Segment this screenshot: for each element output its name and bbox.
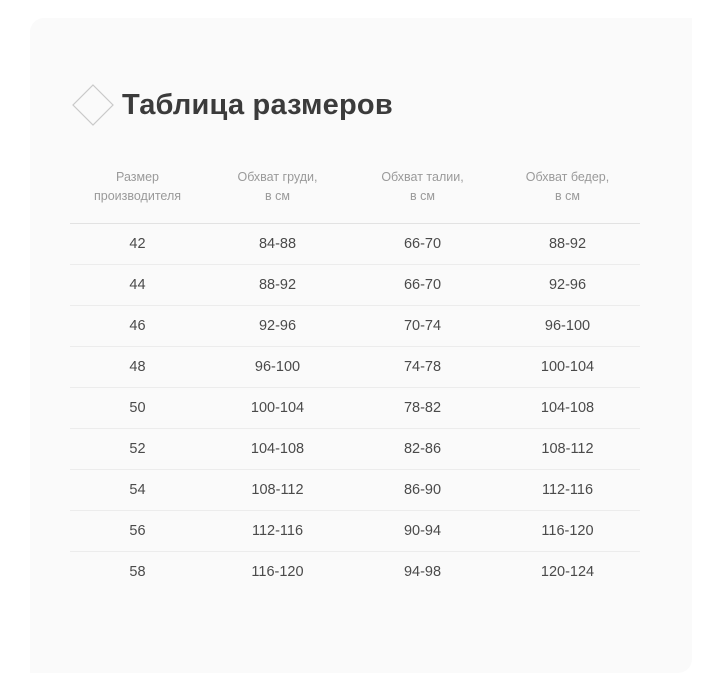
table-row bbox=[70, 223, 640, 264]
column-header-waist-line1: Обхват талии, bbox=[381, 170, 464, 184]
table-row bbox=[70, 264, 640, 305]
table-header-row bbox=[70, 168, 640, 223]
cell-chest: 96-100 bbox=[205, 346, 350, 387]
cell-chest: 100-104 bbox=[205, 387, 350, 428]
cell-size: 44 bbox=[70, 264, 205, 305]
table-row bbox=[70, 346, 640, 387]
cell-hips: 96-100 bbox=[495, 305, 640, 346]
column-header-chest bbox=[205, 168, 350, 223]
cell-size: 48 bbox=[70, 346, 205, 387]
cell-hips: 100-104 bbox=[495, 346, 640, 387]
cell-waist: 82-86 bbox=[350, 428, 495, 469]
cell-waist: 66-70 bbox=[350, 223, 495, 264]
cell-chest: 104-108 bbox=[205, 428, 350, 469]
cell-waist: 90-94 bbox=[350, 510, 495, 551]
cell-size: 46 bbox=[70, 305, 205, 346]
column-header-waist bbox=[350, 168, 495, 223]
cell-size: 50 bbox=[70, 387, 205, 428]
cell-waist: 70-74 bbox=[350, 305, 495, 346]
cell-waist: 86-90 bbox=[350, 469, 495, 510]
cell-chest: 88-92 bbox=[205, 264, 350, 305]
table-body bbox=[70, 223, 640, 592]
cell-waist: 66-70 bbox=[350, 264, 495, 305]
table-header bbox=[70, 168, 640, 223]
column-header-hips-line1: Обхват бедер, bbox=[525, 170, 610, 184]
table-row bbox=[70, 469, 640, 510]
cell-waist: 74-78 bbox=[350, 346, 495, 387]
cell-size: 52 bbox=[70, 428, 205, 469]
cell-chest: 116-120 bbox=[251, 563, 304, 580]
size-table bbox=[70, 168, 640, 592]
cell-waist: 78-82 bbox=[350, 387, 495, 428]
column-header-size bbox=[70, 168, 205, 223]
table-row bbox=[70, 428, 640, 469]
cell-hips: 112-116 bbox=[495, 469, 640, 510]
cell-hips: 88-92 bbox=[495, 223, 640, 264]
cell-hips: 104-108 bbox=[495, 387, 640, 428]
table-row bbox=[70, 510, 640, 551]
cell-chest: 84-88 bbox=[205, 223, 350, 264]
table-row bbox=[70, 551, 640, 592]
column-header-size-line2: производителя bbox=[93, 189, 182, 204]
cell-chest: 112-116 bbox=[205, 510, 350, 551]
column-header-hips bbox=[495, 168, 640, 223]
cell-chest: 92-96 bbox=[205, 305, 350, 346]
cell-hips: 108-112 bbox=[495, 428, 640, 469]
cell-size: 42 bbox=[70, 223, 205, 264]
cell-size: 54 bbox=[70, 469, 205, 510]
column-header-chest-line1: Обхват груди, bbox=[237, 170, 318, 184]
table-row bbox=[70, 387, 640, 428]
cell-waist: 94-98 bbox=[403, 563, 442, 580]
column-header-chest-line2: в см bbox=[265, 189, 290, 204]
column-header-size-line1: Размер bbox=[116, 170, 159, 184]
table-row bbox=[70, 305, 640, 346]
cell-size: 58 bbox=[129, 563, 146, 580]
page-title: Таблица размеров bbox=[122, 88, 393, 121]
column-header-hips-line2: в см bbox=[555, 189, 580, 204]
cell-size: 56 bbox=[70, 510, 205, 551]
cell-hips: 92-96 bbox=[495, 264, 640, 305]
cell-hips: 116-120 bbox=[495, 510, 640, 551]
diamond-outline-icon bbox=[70, 82, 116, 128]
column-header-waist-line2: в см bbox=[410, 189, 435, 204]
page-title-row bbox=[70, 75, 393, 135]
cell-chest: 108-112 bbox=[205, 469, 350, 510]
cell-hips: 120-124 bbox=[540, 563, 595, 580]
